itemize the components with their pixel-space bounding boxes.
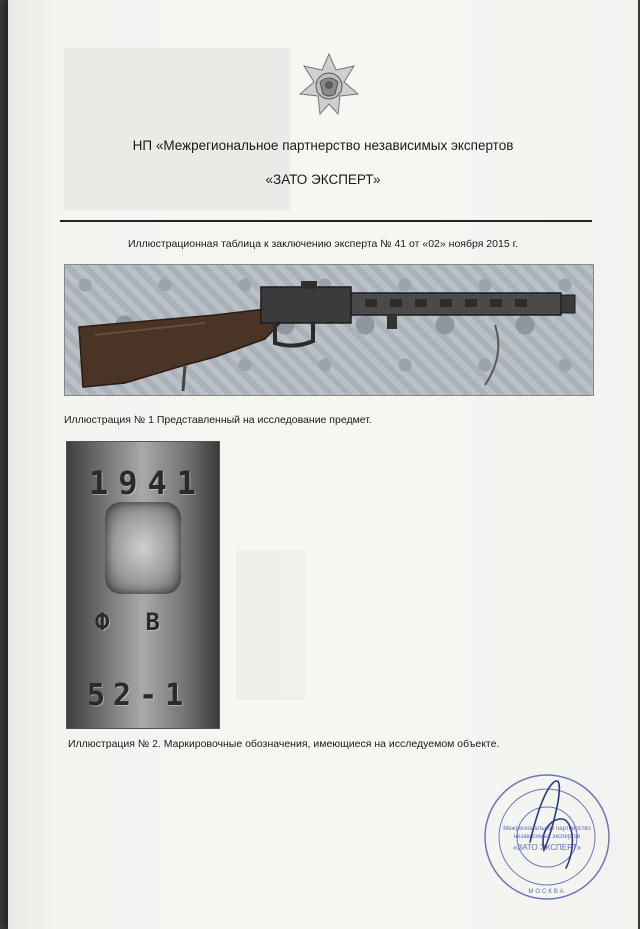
- seal-center-line2: независимых экспертов: [513, 834, 581, 840]
- marking-letters: ФВ: [95, 608, 196, 636]
- illustration-1-photo: [64, 264, 594, 396]
- illustration-2-photo: [66, 441, 220, 729]
- bleed-through-block: [236, 550, 306, 700]
- emblem-icon: [298, 52, 360, 122]
- marking-number: 52-1: [87, 678, 192, 713]
- seal-center-line1: Межрегиональное партнерство: [503, 826, 591, 832]
- marking-year: 1941: [89, 464, 207, 502]
- document-page: [8, 0, 638, 929]
- stamp-pit: [105, 502, 181, 594]
- submachine-gun-image: [65, 265, 593, 395]
- seal-center-name: «ЗАТО ЭКСПЕРТ»: [512, 843, 582, 852]
- illustration-1-caption: Иллюстрация № 1 Представленный на исследование предмет.: [64, 414, 372, 426]
- header-divider: [60, 220, 592, 222]
- illustration-2-caption: Иллюстрация № 2. Маркировочные обозначения, имеющиеся на исследуемом объекте.: [68, 738, 500, 750]
- table-caption: Иллюстрационная таблица к заключению эксперта № 41 от «02» ноября 2015 г.: [127, 238, 519, 250]
- seal-stamp-icon: [482, 772, 612, 902]
- seal-city: МОСКВА: [528, 889, 566, 895]
- organization-name: НП «Межрегиональное партнерство независимых экспертов: [132, 138, 514, 153]
- organization-short-name: «ЗАТО ЭКСПЕРТ»: [265, 172, 381, 187]
